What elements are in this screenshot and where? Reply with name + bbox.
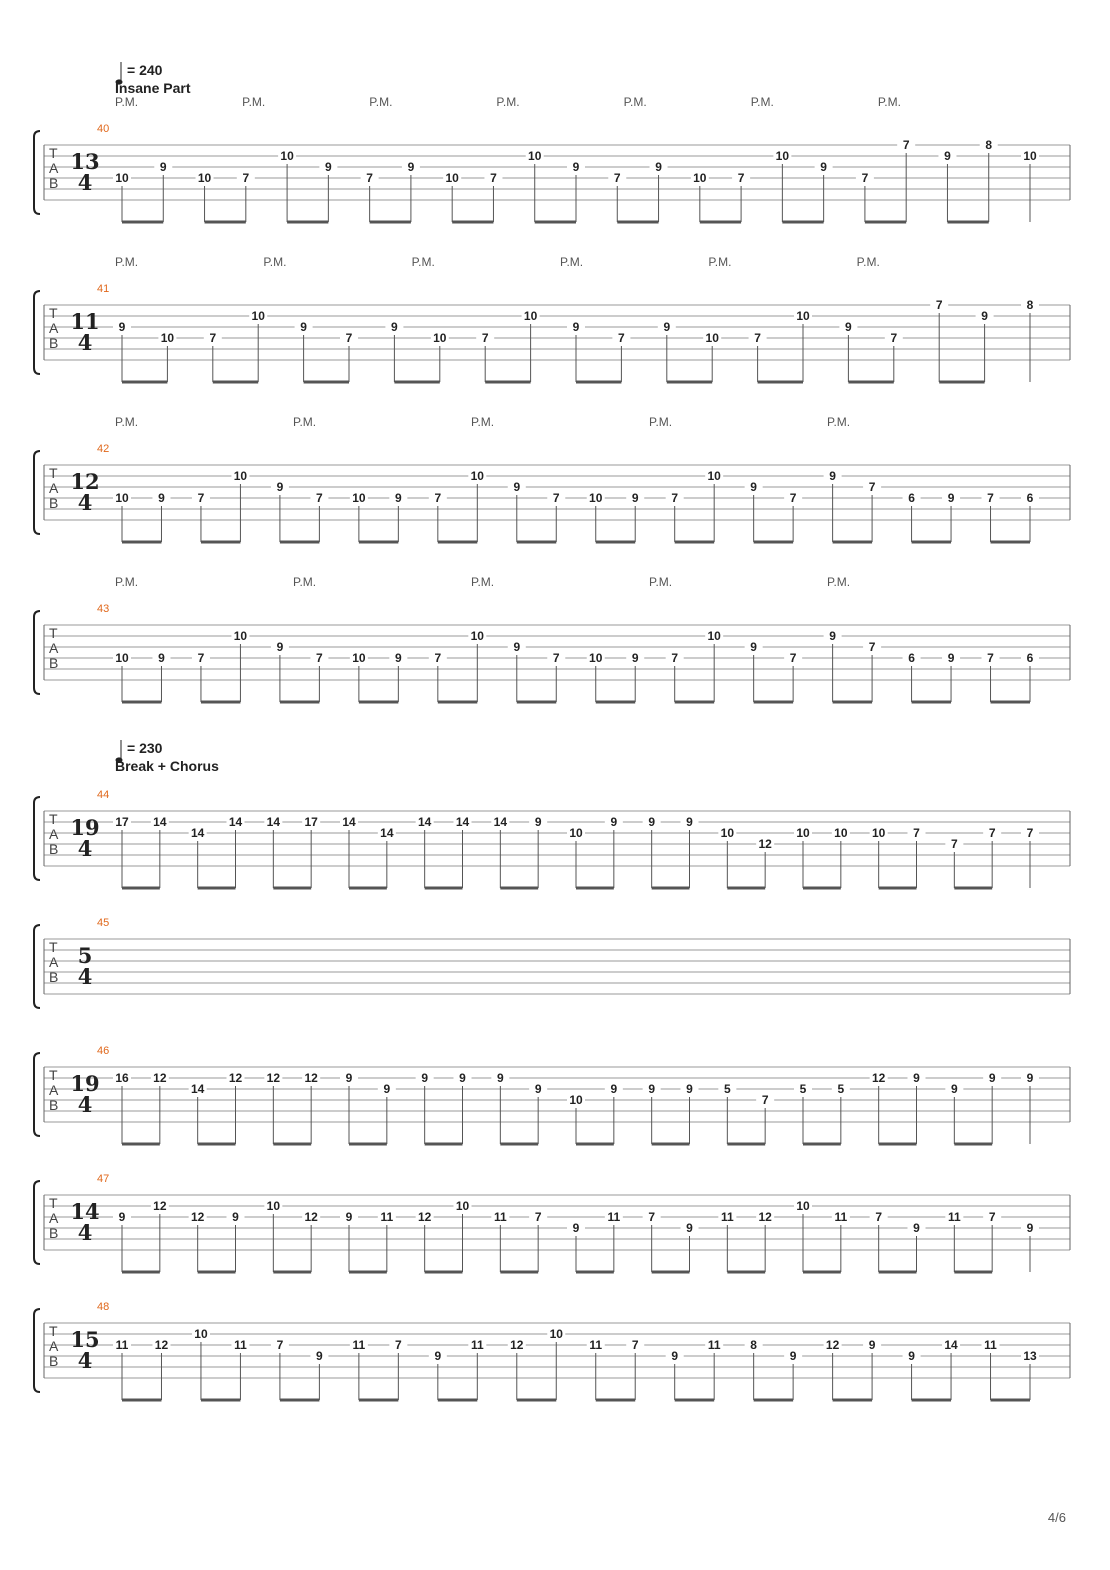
system-bracket bbox=[34, 1181, 40, 1264]
measure-number: 48 bbox=[97, 1301, 110, 1313]
fret-number: 10 bbox=[233, 469, 248, 483]
tab-clef-letter: A bbox=[49, 1338, 59, 1354]
measure-number: 41 bbox=[97, 283, 110, 295]
fret-number: 10 bbox=[266, 1199, 281, 1213]
fret-number: 9 bbox=[572, 320, 580, 334]
fret-number: 11 bbox=[589, 1338, 603, 1352]
tab-clef-letter: B bbox=[49, 1097, 59, 1113]
palm-mute-label: P.M. bbox=[471, 415, 495, 429]
fret-number: 5 bbox=[723, 1082, 731, 1096]
fret-number: 5 bbox=[837, 1082, 845, 1096]
fret-number: 7 bbox=[197, 651, 205, 665]
tab-clef-letter: A bbox=[49, 640, 59, 656]
fret-number: 10 bbox=[115, 171, 129, 185]
fret-number: 11 bbox=[470, 1338, 484, 1352]
palm-mute-label: P.M. bbox=[560, 255, 584, 269]
fret-number: 17 bbox=[304, 815, 318, 829]
fret-number: 9 bbox=[572, 1221, 580, 1235]
fret-number: 7 bbox=[987, 651, 994, 665]
fret-number: 14 bbox=[228, 815, 243, 829]
fret-number: 9 bbox=[1026, 1071, 1034, 1085]
tab-clef-letter: B bbox=[49, 969, 59, 985]
palm-mute-label: P.M. bbox=[242, 95, 266, 109]
fret-number: 7 bbox=[987, 491, 994, 505]
tab-clef-letter: A bbox=[49, 1210, 59, 1226]
palm-mute-label: P.M. bbox=[649, 575, 673, 589]
fret-number: 9 bbox=[534, 1082, 542, 1096]
measure-number: 46 bbox=[97, 1045, 110, 1057]
fret-number: 7 bbox=[366, 171, 373, 185]
fret-number: 7 bbox=[534, 1210, 542, 1224]
fret-number: 12 bbox=[758, 1210, 772, 1224]
fret-number: 9 bbox=[459, 1071, 466, 1085]
fret-number: 9 bbox=[395, 491, 402, 505]
palm-mute-label: P.M. bbox=[115, 415, 139, 429]
fret-number: 9 bbox=[513, 480, 521, 494]
fret-number: 10 bbox=[720, 826, 735, 840]
fret-number: 10 bbox=[569, 1093, 583, 1107]
fret-number: 9 bbox=[750, 640, 757, 654]
fret-number: 7 bbox=[618, 331, 625, 345]
tab-clef-letter: T bbox=[49, 1323, 58, 1339]
fret-number: 9 bbox=[496, 1071, 504, 1085]
fret-number: 7 bbox=[988, 826, 996, 840]
fret-number: 7 bbox=[1026, 826, 1034, 840]
fret-number: 9 bbox=[572, 160, 580, 174]
tab-clef-letter: T bbox=[49, 145, 58, 161]
fret-number: 9 bbox=[947, 651, 955, 665]
fret-number: 10 bbox=[280, 149, 294, 163]
fret-number: 9 bbox=[1026, 1221, 1034, 1235]
fret-number: 10 bbox=[796, 309, 810, 323]
palm-mute-label: P.M. bbox=[115, 95, 139, 109]
fret-number: 9 bbox=[345, 1071, 353, 1085]
measure-number: 43 bbox=[97, 603, 110, 615]
fret-number: 9 bbox=[820, 160, 827, 174]
fret-number: 9 bbox=[395, 651, 402, 665]
fret-number: 7 bbox=[490, 171, 497, 185]
fret-number: 7 bbox=[552, 651, 560, 665]
palm-mute-label: P.M. bbox=[115, 575, 139, 589]
fret-number: 5 bbox=[799, 1082, 807, 1096]
fret-number: 9 bbox=[610, 815, 618, 829]
tab-clef-letter: T bbox=[49, 939, 58, 955]
fret-number: 7 bbox=[552, 491, 560, 505]
fret-number: 14 bbox=[455, 815, 470, 829]
time-signature-bottom: 4 bbox=[77, 170, 93, 195]
palm-mute-label: P.M. bbox=[827, 575, 851, 589]
time-signature-top: 11 bbox=[70, 309, 100, 334]
fret-number: 10 bbox=[194, 1327, 208, 1341]
fret-number: 9 bbox=[118, 1210, 126, 1224]
fret-number: 12 bbox=[825, 1338, 840, 1352]
fret-number: 10 bbox=[589, 491, 603, 505]
fret-number: 10 bbox=[160, 331, 175, 345]
time-signature-top: 13 bbox=[70, 149, 100, 174]
fret-number: 17 bbox=[115, 815, 129, 829]
system-bracket bbox=[34, 131, 40, 214]
fret-number: 7 bbox=[631, 1338, 639, 1352]
fret-number: 8 bbox=[985, 138, 993, 152]
fret-number: 11 bbox=[607, 1210, 621, 1224]
fret-number: 9 bbox=[671, 1349, 679, 1363]
fret-number: 7 bbox=[789, 651, 797, 665]
fret-number: 9 bbox=[325, 160, 332, 174]
system-bracket bbox=[34, 291, 40, 374]
fret-number: 10 bbox=[707, 629, 721, 643]
fret-number: 9 bbox=[300, 320, 307, 334]
fret-number: 9 bbox=[345, 1210, 353, 1224]
fret-number: 14 bbox=[190, 1082, 205, 1096]
fret-number: 6 bbox=[908, 491, 915, 505]
tab-clef-letter: T bbox=[49, 811, 58, 827]
fret-number: 7 bbox=[761, 1093, 769, 1107]
measure-number: 42 bbox=[97, 443, 110, 455]
measure-number: 44 bbox=[97, 789, 110, 801]
fret-number: 14 bbox=[380, 826, 394, 840]
fret-number: 12 bbox=[304, 1071, 318, 1085]
time-signature-top: 5 bbox=[77, 943, 93, 968]
palm-mute-label: P.M. bbox=[623, 95, 647, 109]
fret-number: 9 bbox=[988, 1071, 996, 1085]
tab-clef-letter: A bbox=[49, 954, 59, 970]
fret-number: 9 bbox=[391, 320, 398, 334]
fret-number: 9 bbox=[655, 160, 662, 174]
tab-clef-letter: T bbox=[49, 305, 58, 321]
fret-number: 10 bbox=[433, 331, 447, 345]
fret-number: 10 bbox=[705, 331, 719, 345]
fret-number: 9 bbox=[913, 1071, 920, 1085]
time-signature-top: 19 bbox=[70, 815, 100, 840]
tab-clef-letter: A bbox=[49, 1082, 59, 1098]
fret-number: 10 bbox=[693, 171, 707, 185]
fret-number: 7 bbox=[875, 1210, 883, 1224]
fret-number: 10 bbox=[834, 826, 848, 840]
fret-number: 14 bbox=[342, 815, 356, 829]
fret-number: 10 bbox=[470, 469, 484, 483]
fret-number: 14 bbox=[266, 815, 281, 829]
fret-number: 9 bbox=[158, 491, 165, 505]
fret-number: 11 bbox=[493, 1210, 507, 1224]
fret-number: 9 bbox=[663, 320, 671, 334]
fret-number: 7 bbox=[434, 651, 442, 665]
fret-number: 14 bbox=[417, 815, 432, 829]
time-signature-top: 19 bbox=[70, 1071, 100, 1096]
tab-clef-letter: T bbox=[49, 1067, 58, 1083]
fret-number: 11 bbox=[707, 1338, 721, 1352]
fret-number: 10 bbox=[445, 171, 459, 185]
tab-clef-letter: A bbox=[49, 480, 59, 496]
fret-number: 9 bbox=[316, 1349, 323, 1363]
fret-number: 11 bbox=[947, 1210, 961, 1224]
fret-number: 10 bbox=[796, 826, 810, 840]
fret-number: 9 bbox=[868, 1338, 876, 1352]
fret-number: 9 bbox=[686, 1082, 693, 1096]
fret-number: 12 bbox=[190, 1210, 205, 1224]
fret-number: 13 bbox=[1023, 1349, 1037, 1363]
fret-number: 9 bbox=[631, 491, 639, 505]
fret-number: 7 bbox=[861, 171, 869, 185]
tab-clef-letter: B bbox=[49, 1225, 59, 1241]
time-signature-bottom: 4 bbox=[77, 330, 93, 355]
page-number: 4/6 bbox=[1047, 1510, 1066, 1525]
fret-number: 12 bbox=[758, 837, 772, 851]
fret-number: 7 bbox=[868, 480, 876, 494]
tab-clef-letter: A bbox=[49, 160, 59, 176]
fret-number: 9 bbox=[434, 1349, 442, 1363]
system-bracket bbox=[34, 611, 40, 694]
fret-number: 7 bbox=[434, 491, 442, 505]
fret-number: 9 bbox=[232, 1210, 239, 1224]
fret-number: 7 bbox=[671, 491, 679, 505]
fret-number: 7 bbox=[950, 837, 958, 851]
fret-number: 8 bbox=[750, 1338, 757, 1352]
time-signature-bottom: 4 bbox=[77, 836, 93, 861]
fret-number: 11 bbox=[984, 1338, 997, 1352]
measure-number: 45 bbox=[97, 917, 110, 929]
fret-number: 14 bbox=[153, 815, 167, 829]
palm-mute-label: P.M. bbox=[293, 415, 317, 429]
system-bracket bbox=[34, 451, 40, 534]
fret-number: 6 bbox=[1026, 491, 1034, 505]
fret-number: 7 bbox=[789, 491, 797, 505]
measure-number: 47 bbox=[97, 1173, 110, 1185]
palm-mute-label: P.M. bbox=[649, 415, 673, 429]
tempo-marking: = 230 bbox=[127, 740, 163, 756]
system-bracket bbox=[34, 797, 40, 880]
fret-number: 10 bbox=[549, 1327, 563, 1341]
fret-number: 7 bbox=[737, 171, 745, 185]
fret-number: 10 bbox=[775, 149, 790, 163]
fret-number: 11 bbox=[115, 1338, 129, 1352]
fret-number: 9 bbox=[908, 1349, 915, 1363]
fret-number: 9 bbox=[981, 309, 988, 323]
time-signature-bottom: 4 bbox=[77, 490, 93, 515]
fret-number: 7 bbox=[276, 1338, 284, 1352]
palm-mute-label: P.M. bbox=[471, 575, 495, 589]
fret-number: 10 bbox=[1023, 149, 1037, 163]
tab-clef-letter: B bbox=[49, 655, 59, 671]
palm-mute-label: P.M. bbox=[115, 255, 139, 269]
fret-number: 10 bbox=[523, 309, 538, 323]
fret-number: 10 bbox=[455, 1199, 470, 1213]
tab-clef-letter: B bbox=[49, 841, 59, 857]
fret-number: 9 bbox=[610, 1082, 618, 1096]
fret-number: 9 bbox=[789, 1349, 797, 1363]
fret-number: 10 bbox=[796, 1199, 810, 1213]
palm-mute-label: P.M. bbox=[411, 255, 435, 269]
fret-number: 12 bbox=[510, 1338, 524, 1352]
fret-number: 7 bbox=[648, 1210, 656, 1224]
fret-number: 9 bbox=[913, 1221, 920, 1235]
fret-number: 7 bbox=[868, 640, 876, 654]
fret-number: 9 bbox=[829, 469, 836, 483]
time-signature-top: 12 bbox=[70, 469, 100, 494]
fret-number: 12 bbox=[228, 1071, 243, 1085]
palm-mute-label: P.M. bbox=[293, 575, 317, 589]
time-signature-top: 15 bbox=[70, 1327, 100, 1352]
time-signature-bottom: 4 bbox=[77, 964, 93, 989]
fret-number: 7 bbox=[671, 651, 679, 665]
fret-number: 11 bbox=[720, 1210, 734, 1224]
fret-number: 12 bbox=[154, 1338, 169, 1352]
fret-number: 9 bbox=[944, 149, 951, 163]
fret-number: 12 bbox=[153, 1071, 167, 1085]
time-signature-bottom: 4 bbox=[77, 1092, 93, 1117]
fret-number: 14 bbox=[944, 1338, 958, 1352]
fret-number: 12 bbox=[304, 1210, 318, 1224]
fret-number: 9 bbox=[158, 651, 165, 665]
tab-clef-letter: B bbox=[49, 175, 59, 191]
section-title: Break + Chorus bbox=[115, 758, 219, 774]
fret-number: 14 bbox=[190, 826, 205, 840]
time-signature-bottom: 4 bbox=[77, 1220, 93, 1245]
fret-number: 7 bbox=[754, 331, 761, 345]
fret-number: 11 bbox=[380, 1210, 394, 1224]
fret-number: 10 bbox=[115, 651, 129, 665]
fret-number: 10 bbox=[569, 826, 583, 840]
fret-number: 11 bbox=[834, 1210, 848, 1224]
fret-number: 7 bbox=[395, 1338, 402, 1352]
system-bracket bbox=[34, 925, 40, 1008]
palm-mute-label: P.M. bbox=[496, 95, 520, 109]
palm-mute-label: P.M. bbox=[827, 415, 851, 429]
tab-clef-letter: B bbox=[49, 495, 59, 511]
fret-number: 6 bbox=[1026, 651, 1034, 665]
tab-clef-letter: A bbox=[49, 320, 59, 336]
fret-number: 9 bbox=[950, 1082, 958, 1096]
fret-number: 9 bbox=[276, 640, 284, 654]
fret-number: 10 bbox=[470, 629, 484, 643]
fret-number: 7 bbox=[197, 491, 205, 505]
fret-number: 10 bbox=[589, 651, 603, 665]
system-bracket bbox=[34, 1309, 40, 1392]
palm-mute-label: P.M. bbox=[708, 255, 732, 269]
fret-number: 6 bbox=[908, 651, 915, 665]
fret-number: 7 bbox=[316, 651, 323, 665]
time-signature-top: 14 bbox=[70, 1199, 100, 1224]
time-signature-bottom: 4 bbox=[77, 1348, 93, 1373]
tab-clef-letter: B bbox=[49, 335, 59, 351]
fret-number: 9 bbox=[686, 1221, 693, 1235]
fret-number: 7 bbox=[988, 1210, 996, 1224]
fret-number: 9 bbox=[421, 1071, 429, 1085]
palm-mute-label: P.M. bbox=[750, 95, 774, 109]
tab-clef-letter: T bbox=[49, 465, 58, 481]
tempo-marking: = 240 bbox=[127, 62, 163, 78]
fret-number: 9 bbox=[631, 651, 639, 665]
fret-number: 9 bbox=[534, 815, 542, 829]
fret-number: 9 bbox=[845, 320, 852, 334]
fret-number: 10 bbox=[871, 826, 886, 840]
fret-number: 9 bbox=[513, 640, 521, 654]
system-bracket bbox=[34, 1053, 40, 1136]
fret-number: 9 bbox=[159, 160, 167, 174]
fret-number: 7 bbox=[902, 138, 910, 152]
fret-number: 7 bbox=[242, 171, 250, 185]
tab-clef-letter: B bbox=[49, 1353, 59, 1369]
fret-number: 9 bbox=[829, 629, 836, 643]
fret-number: 7 bbox=[316, 491, 323, 505]
fret-number: 10 bbox=[115, 491, 129, 505]
fret-number: 9 bbox=[118, 320, 126, 334]
fret-number: 10 bbox=[251, 309, 265, 323]
tab-clef-letter: T bbox=[49, 1195, 58, 1211]
fret-number: 10 bbox=[528, 149, 542, 163]
fret-number: 10 bbox=[233, 629, 248, 643]
tab-clef-letter: T bbox=[49, 625, 58, 641]
fret-number: 12 bbox=[266, 1071, 281, 1085]
fret-number: 9 bbox=[407, 160, 415, 174]
fret-number: 11 bbox=[352, 1338, 366, 1352]
fret-number: 10 bbox=[197, 171, 212, 185]
fret-number: 7 bbox=[481, 331, 489, 345]
fret-number: 7 bbox=[913, 826, 920, 840]
fret-number: 7 bbox=[345, 331, 353, 345]
fret-number: 12 bbox=[417, 1210, 432, 1224]
fret-number: 7 bbox=[209, 331, 217, 345]
fret-number: 8 bbox=[1026, 298, 1034, 312]
fret-number: 9 bbox=[648, 1082, 656, 1096]
section-title: Insane Part bbox=[115, 80, 191, 96]
fret-number: 9 bbox=[276, 480, 284, 494]
measure-number: 40 bbox=[97, 123, 110, 135]
fret-number: 12 bbox=[871, 1071, 886, 1085]
palm-mute-label: P.M. bbox=[369, 95, 393, 109]
fret-number: 11 bbox=[234, 1338, 247, 1352]
palm-mute-label: P.M. bbox=[263, 255, 287, 269]
fret-number: 14 bbox=[493, 815, 508, 829]
fret-number: 16 bbox=[115, 1071, 129, 1085]
fret-number: 10 bbox=[707, 469, 721, 483]
fret-number: 12 bbox=[153, 1199, 167, 1213]
palm-mute-label: P.M. bbox=[856, 255, 880, 269]
fret-number: 9 bbox=[750, 480, 757, 494]
fret-number: 7 bbox=[935, 298, 943, 312]
fret-number: 9 bbox=[947, 491, 955, 505]
fret-number: 9 bbox=[383, 1082, 391, 1096]
fret-number: 10 bbox=[352, 651, 366, 665]
palm-mute-label: P.M. bbox=[877, 95, 901, 109]
fret-number: 7 bbox=[613, 171, 621, 185]
fret-number: 9 bbox=[648, 815, 656, 829]
fret-number: 10 bbox=[352, 491, 366, 505]
fret-number: 9 bbox=[686, 815, 693, 829]
tab-clef-letter: A bbox=[49, 826, 59, 842]
fret-number: 7 bbox=[890, 331, 898, 345]
